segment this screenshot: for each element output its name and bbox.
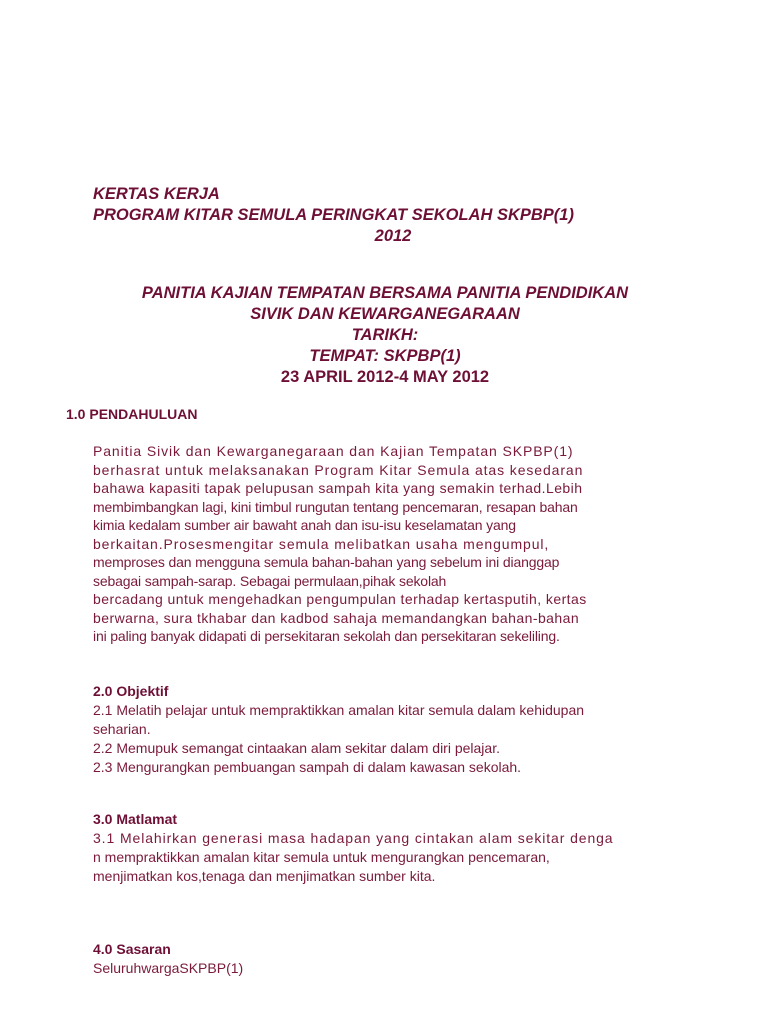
paragraph-line: berkaitan.Prosesmengitar semula melibatkan usaha mengumpul, (93, 535, 550, 552)
paragraph-line: Panitia Sivik dan Kewarganegaraan dan Kajian Tempatan SKPBP(1) (93, 443, 574, 459)
goal-line: menjimatkan kos,tenaga dan menjimatkan sumber kita. (93, 868, 436, 884)
section-3 (93, 810, 693, 886)
committee-block (85, 283, 685, 388)
paragraph-line: membimbangkan lagi, kini timbul rungutan tentang pencemaran, resapan bahan (93, 498, 578, 515)
date-label: TARIKH: (351, 326, 419, 344)
goal-line: n mempraktikkan amalan kitar semula untuk mengurangkan pencemaran, (93, 849, 550, 865)
title-line-1: KERTAS KERJA (93, 185, 220, 203)
committee-line-2: SIVIK DAN KEWARGANEGARAAN (250, 305, 520, 323)
paragraph-line: bercadang untuk mengehadkan pengumpulan terhadap kertasputih, kertas (93, 591, 587, 607)
target-line: SeluruhwargaSKPBP(1) (93, 960, 244, 976)
section-2 (93, 682, 693, 777)
section-4 (93, 940, 693, 978)
objective-item-continued: seharian. (93, 721, 151, 737)
objective-item: 2.3 Mengurangkan pembuangan sampah di dalam kawasan sekolah. (93, 759, 522, 775)
paragraph-line: bahawa kapasiti tapak pelupusan sampah kita yang semakin terhad.Lebih (93, 480, 583, 496)
date-range: 23 APRIL 2012-4 MAY 2012 (280, 368, 490, 386)
paragraph-line: berwarna, sura tkhabar dan kadbod sahaja memandangkan bahan-bahan (93, 609, 580, 626)
section-1-heading: 1.0 PENDAHULUAN (66, 406, 198, 422)
document-title (93, 184, 713, 247)
paragraph-line: berhasrat untuk melaksanakan Program Kitar Semula atas kesedaran (93, 461, 584, 478)
paragraph-line: memproses dan mengguna semula bahan-bahan yang sebelum ini dianggap (93, 554, 560, 570)
venue-label: TEMPAT: SKPBP(1) (309, 347, 461, 365)
committee-line-1: PANITIA KAJIAN TEMPATAN BERSAMA PANITIA PENDIDIKAN (141, 284, 629, 302)
goal-line: 3.1 Melahirkan generasi masa hadapan yang cintakan alam sekitar denga (93, 830, 614, 846)
section-2-heading: 2.0 Objektif (93, 683, 169, 699)
title-year: 2012 (374, 227, 412, 245)
paragraph-line: ini paling banyak didapati di persekitaran sekolah dan persekitaran sekeliling. (93, 628, 560, 644)
paragraph-line: sebagai sampah-sarap. Sebagai permulaan,pihak sekolah (93, 572, 447, 589)
section-4-heading: 4.0 Sasaran (93, 941, 171, 957)
title-line-2: PROGRAM KITAR SEMULA PERINGKAT SEKOLAH SKPBP(1) (93, 206, 574, 224)
objective-item: 2.2 Memupuk semangat cintaakan alam sekitar dalam diri pelajar. (93, 740, 500, 756)
section-1-paragraph (93, 442, 683, 646)
paragraph-line: kimia kedalam sumber air bawaht anah dan isu-isu keselamatan yang (93, 517, 516, 533)
section-3-heading: 3.0 Matlamat (93, 811, 178, 827)
objective-item: 2.1 Melatih pelajar untuk mempraktikkan amalan kitar semula dalam kehidupan (93, 702, 585, 718)
